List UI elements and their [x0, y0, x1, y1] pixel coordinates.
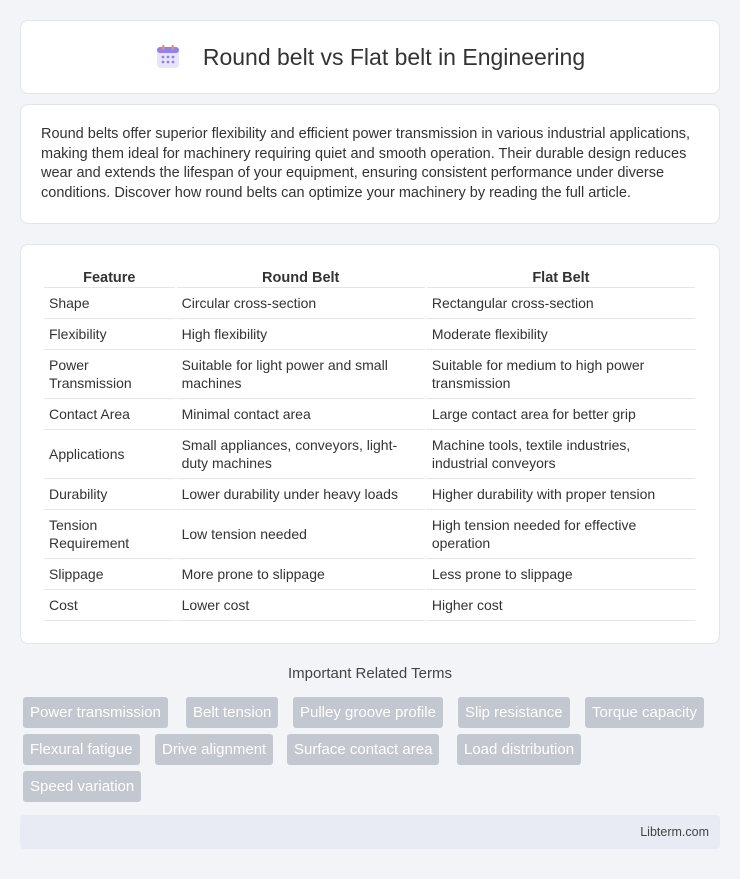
page-title: Round belt vs Flat belt in Engineering [202, 43, 586, 70]
table-cell: Less prone to slippage [427, 559, 695, 590]
table-row [44, 288, 695, 319]
table-cell: Slippage [44, 559, 175, 590]
related-terms-title: Important Related Terms [288, 665, 452, 682]
tag-surface-contact-area[interactable]: Surface contact area [287, 734, 439, 765]
table-row [44, 350, 695, 399]
tag-torque-capacity[interactable]: Torque capacity [585, 697, 704, 728]
table-cell: More prone to slippage [177, 559, 425, 590]
table-header-row [44, 267, 695, 288]
tag-flexural-fatigue[interactable]: Flexural fatigue [23, 734, 140, 765]
table-row [44, 479, 695, 510]
table-cell: High tension needed for effective operation [427, 510, 695, 559]
header-card [20, 20, 720, 94]
table-row [44, 430, 695, 479]
table-cell: Cost [44, 590, 175, 621]
table-cell: Rectangular cross-section [427, 288, 695, 319]
table-cell: Higher durability with proper tension [427, 479, 695, 510]
tag-power-transmission[interactable]: Power transmission [23, 697, 168, 728]
comparison-card [20, 244, 720, 644]
tag-pulley-groove-profile[interactable]: Pulley groove profile [293, 697, 443, 728]
tag-drive-alignment[interactable]: Drive alignment [155, 734, 273, 765]
table-cell: Small appliances, conveyors, light-duty machines [177, 430, 425, 479]
table-cell: Large contact area for better grip [427, 399, 695, 430]
table-cell: Higher cost [427, 590, 695, 621]
tag-load-distribution[interactable]: Load distribution [457, 734, 581, 765]
table-cell: High flexibility [177, 319, 425, 350]
header-feature: Feature [44, 267, 175, 288]
tag-belt-tension[interactable]: Belt tension [186, 697, 278, 728]
table-row [44, 399, 695, 430]
table-cell: Lower durability under heavy loads [177, 479, 425, 510]
table-row [44, 510, 695, 559]
table-cell: Machine tools, textile industries, industrial conveyors [427, 430, 695, 479]
calendar-icon [155, 44, 181, 70]
intro-text: Round belts offer superior flexibility and efficient power transmission in various industrial applications, making them ideal for machinery requiring quiet and smooth operation. Their durable design reduces wear and extends the lifespan of your equipment, ensuring consistent performance under diverse conditions. Discover how round belts can optimize your machinery by reading the full article. [41, 126, 691, 201]
table-cell: Shape [44, 288, 175, 319]
header-flat-belt: Flat Belt [427, 267, 695, 288]
table-row [44, 590, 695, 621]
table-cell: Circular cross-section [177, 288, 425, 319]
table-cell: Contact Area [44, 399, 175, 430]
tag-slip-resistance[interactable]: Slip resistance [458, 697, 570, 728]
table-cell: Minimal contact area [177, 399, 425, 430]
tag-speed-variation[interactable]: Speed variation [23, 771, 141, 802]
intro-card [20, 104, 720, 224]
table-cell: Durability [44, 479, 175, 510]
table-cell: Tension Requirement [44, 510, 175, 559]
header-round-belt: Round Belt [177, 267, 425, 288]
table-cell: Low tension needed [177, 510, 425, 559]
table-row [44, 319, 695, 350]
table-cell: Suitable for light power and small machines [177, 350, 425, 399]
table-cell: Suitable for medium to high power transmission [427, 350, 695, 399]
comparison-table [42, 267, 697, 621]
table-cell: Moderate flexibility [427, 319, 695, 350]
footer [20, 815, 720, 849]
table-cell: Flexibility [44, 319, 175, 350]
footer-link[interactable]: Libterm.com [640, 825, 709, 839]
table-cell: Applications [44, 430, 175, 479]
table-row [44, 559, 695, 590]
table-cell: Lower cost [177, 590, 425, 621]
table-cell: Power Transmission [44, 350, 175, 399]
